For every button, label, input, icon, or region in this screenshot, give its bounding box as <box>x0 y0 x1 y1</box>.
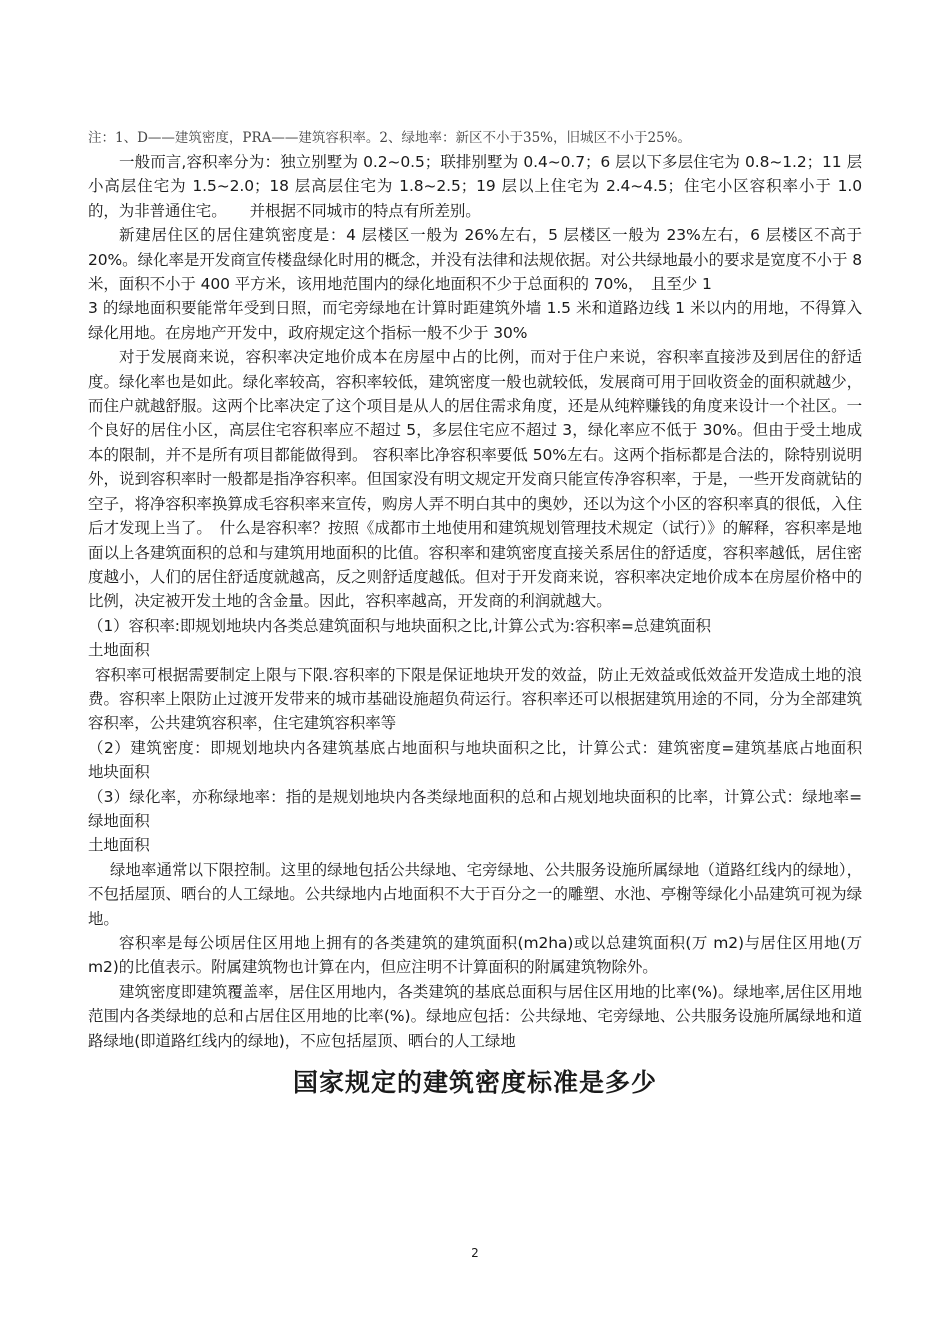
paragraph-building-density: 新建居住区的居住建筑密度是：4 层楼区一般为 26%左右，5 层楼区一般为 23%左右，6 层楼区不高于 20%。绿化率是开发商宣传楼盘绿化时用的概念，并没有法律和法规依据。对公共绿地最小的要求是宽度不小于 8 米，面积不小于 400 平方米，该用地范围内的绿化地面积不少于总面积的 70%， 且至少 1 <box>88 226 862 294</box>
paragraph-far-limits: 容积率可根据需要制定上限与下限.容积率的下限是保证地块开发的效益，防止无效益或低效益开发造成土地的浪费。容积率上限防止过渡开发带来的城市基础设施超负荷运行。容积率还可以根据建筑用途的不同，分为全部建筑容积率，公共建筑容积率，住宅建筑容积率等 <box>88 665 862 733</box>
paragraph-density-definition: （2）建筑密度：即规划地块内各建筑基底占地面积与地块面积之比，计算公式：建筑密度=建筑基底占地面积 地块面积 <box>88 738 878 782</box>
paragraph-green-sunlight: 3 的绿地面积要能常年受到日照，而宅旁绿地在计算时距建筑外墙 1.5 米和道路边线 1 米以内的用地，不得算入绿化用地。在房地产开发中，政府规定这个指标一般不少于 30% <box>88 299 862 342</box>
formula-denominator-land-area-2: 土地面积 <box>88 836 150 855</box>
paragraph-far-ranges: 一般而言,容积率分为：独立别墅为 0.2~0.5；联排别墅为 0.4~0.7；6 层以下多层住宅为 0.8~1.2；11 层小高层住宅为 1.5~2.0；18 层高层住宅为 1.8~2.5；19 层以上住宅为 2.4~4.5；住宅小区容积率小于 1.0 的，为非普通住宅。 并根据不同城市的特点有所差别。 <box>88 153 862 220</box>
page-number: 2 <box>471 1246 479 1260</box>
paragraph-coverage-ratio: 建筑密度即建筑覆盖率，居住区用地内，各类建筑的基底总面积与居住区用地的比率(%)。绿地率,居住区用地范围内各类绿地的总和占居住区用地的比率(%)。绿地应包括：公共绿地、宅旁绿地、公共服务设施所属绿地和道路绿地(即道路红线内的绿地)，不应包括屋顶、晒台的人工绿地 <box>88 982 862 1050</box>
table-footnote: 注：1、D——建筑密度，PRA——建筑容积率。2、绿地率：新区不小于35%，旧城区不小于25%。 <box>88 130 692 146</box>
document-body <box>88 128 878 1101</box>
section-heading: 国家规定的建筑密度标准是多少 <box>292 1068 657 1098</box>
paragraph-far-definition: （1）容积率:即规划地块内各类总建筑面积与地块面积之比,计算公式为:容积率=总建筑面积 <box>88 616 711 635</box>
paragraph-green-ratio-definition: （3）绿化率，亦称绿地率：指的是规划地块内各类绿地面积的总和占规划地块面积的比率，计算公式：绿地率=绿地面积 <box>88 787 862 830</box>
paragraph-far-per-hectare: 容积率是每公顷居住区用地上拥有的各类建筑的建筑面积(m2ha)或以总建筑面积(万 m2)与居住区用地(万 m2)的比值表示。附属建筑物也计算在内，但应注明不计算面积的附属建筑物除外。 <box>88 934 862 977</box>
formula-denominator-land-area: 土地面积 <box>88 641 150 660</box>
paragraph-green-ratio-control: 绿地率通常以下限控制。这里的绿地包括公共绿地、宅旁绿地、公共服务设施所属绿地（道路红线内的绿地），不包括屋顶、晒台的人工绿地。公共绿地内占地面积不大于百分之一的雕塑、水池、亭榭等绿化小品建筑可视为绿地。 <box>88 860 862 928</box>
paragraph-developer-perspective: 对于发展商来说，容积率决定地价成本在房屋中占的比例，而对于住户来说，容积率直接涉及到居住的舒适度。绿化率也是如此。绿化率较高，容积率较低，建筑密度一般也就较低，发展商可用于回收资金的面积就越少，而住户就越舒服。这两个比率决定了这个项目是从人的居住需求角度，还是从纯粹赚钱的角度来设计一个社区。一个良好的居住小区，高层住宅容积率应不超过 5，多层住宅应不超过 3，绿化率应不低于 30%。但由于受土地成本的限制，并不是所有项目都能做得到。 容积率比净容积率要低 50%左右。这两个指标都是合法的，除特别说明外，说到容积率时一般都是指净容积率。但国家没有明文规定开发商只能宣传净容积率，于是，一些开发商就钻的空子，将净容积率换算成毛容积率来宣传，购房人弄不明白其中的奥妙，还以为这个小区的容积率真的很低，入住后才发现上当了。 什么是容积率？按照《成都市土地使用和建筑规划管理技术规定（试行）》的解释，容积率是地面以上各建筑面积的总和与建筑用地面积的比值。容积率和建筑密度直接关系居住的舒适度，容积率越低，居住密度越小，人们的居住舒适度就越高，反之则舒适度越低。但对于开发商来说，容积率决定地价成本在房屋价格中的比例，决定被开发土地的含金量。因此，容积率越高，开发商的利润就越大。 <box>88 348 862 611</box>
